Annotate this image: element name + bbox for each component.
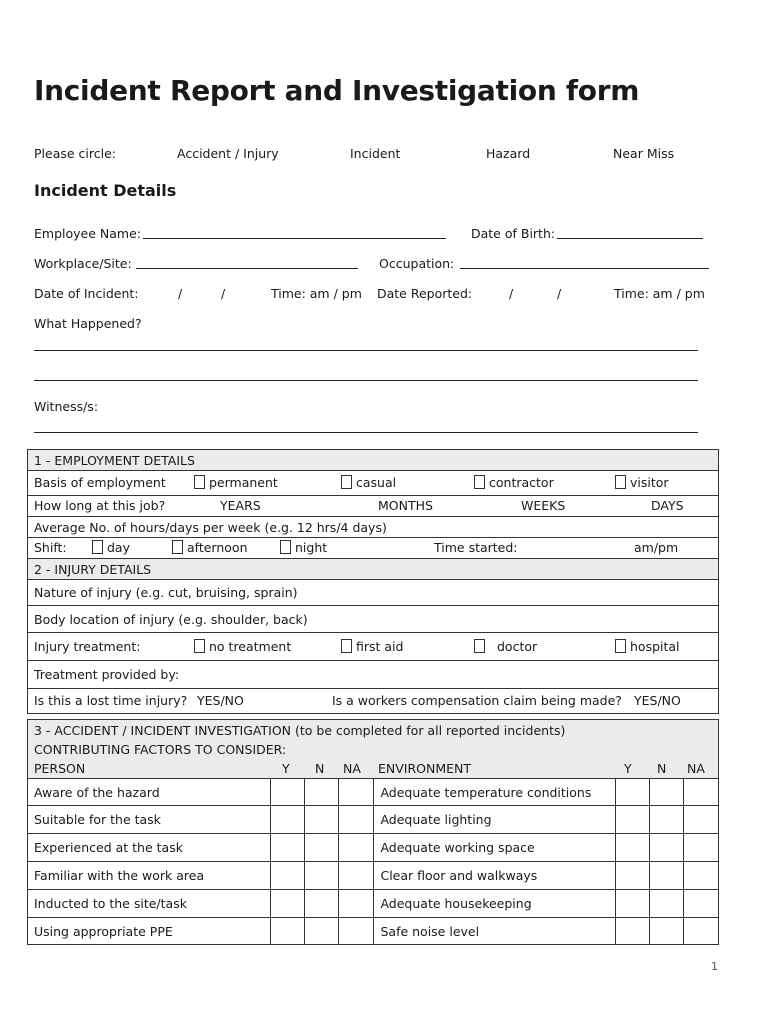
ampm-label: am/pm: [634, 540, 679, 555]
person-factor: Inducted to the site/task: [28, 890, 271, 918]
employee-name-label: Employee Name:: [34, 226, 141, 241]
factor-row: [28, 862, 719, 890]
n-cell[interactable]: [649, 779, 683, 806]
what-happened-line-2[interactable]: [34, 380, 698, 381]
y-cell[interactable]: [615, 862, 649, 890]
treatment-doctor[interactable]: doctor: [474, 639, 537, 654]
checkbox[interactable]: [341, 639, 352, 653]
basis-permanent[interactable]: permanent: [194, 475, 278, 490]
y-cell[interactable]: [271, 862, 305, 890]
checkbox[interactable]: [280, 540, 291, 554]
na-cell[interactable]: [339, 779, 374, 806]
page-title: Incident Report and Investigation form: [34, 74, 640, 107]
person-factor: Using appropriate PPE: [28, 918, 271, 945]
basis-casual[interactable]: casual: [341, 475, 396, 490]
basis-label: Basis of employment: [34, 475, 166, 490]
basis-visitor[interactable]: visitor: [615, 475, 669, 490]
date-incident-label: Date of Incident:: [34, 286, 139, 301]
treatment-hospital[interactable]: hospital: [615, 639, 680, 654]
env-factor: Adequate temperature conditions: [374, 779, 615, 806]
basis-contractor[interactable]: contractor: [474, 475, 554, 490]
incident-time-label: Time: am / pm: [271, 286, 362, 301]
checkbox[interactable]: [194, 639, 205, 653]
treatment-none[interactable]: no treatment: [194, 639, 291, 654]
date-separator: /: [557, 286, 562, 301]
na-cell[interactable]: [683, 862, 718, 890]
env-factor: Adequate lighting: [374, 806, 615, 834]
date-separator: /: [221, 286, 226, 301]
na-cell[interactable]: [339, 918, 374, 945]
y-cell[interactable]: [271, 890, 305, 918]
dob-field[interactable]: [557, 238, 703, 239]
na-cell[interactable]: [683, 918, 718, 945]
y-header: Y: [282, 761, 290, 776]
na-cell[interactable]: [683, 806, 718, 834]
n-cell[interactable]: [649, 890, 683, 918]
y-cell[interactable]: [615, 890, 649, 918]
lost-time-yesno[interactable]: YES/NO: [197, 693, 244, 708]
treatment-first-aid[interactable]: first aid: [341, 639, 403, 654]
env-factor: Clear floor and walkways: [374, 862, 615, 890]
witness-label: Witness/s:: [34, 399, 99, 414]
n-cell[interactable]: [649, 806, 683, 834]
lost-time-label: Is this a lost time injury?: [34, 693, 188, 708]
avg-hours-label: Average No. of hours/days per week (e.g. 12 hrs/4 days): [28, 517, 719, 538]
n-cell[interactable]: [649, 862, 683, 890]
na-cell[interactable]: [339, 806, 374, 834]
employee-name-field[interactable]: [143, 238, 446, 239]
y-cell[interactable]: [615, 834, 649, 862]
n-cell[interactable]: [305, 890, 339, 918]
days-label: DAYS: [651, 498, 684, 513]
checkbox[interactable]: [615, 639, 626, 653]
years-label: YEARS: [220, 498, 261, 513]
env-factor: Adequate working space: [374, 834, 615, 862]
employment-injury-table: [27, 449, 719, 714]
provided-by-label: Treatment provided by:: [34, 667, 180, 682]
circle-option-accident[interactable]: Accident / Injury: [177, 146, 279, 161]
page-number: 1: [711, 960, 718, 973]
n-cell[interactable]: [305, 834, 339, 862]
workplace-field[interactable]: [136, 268, 358, 269]
y-header: Y: [624, 761, 632, 776]
person-factor: Experienced at the task: [28, 834, 271, 862]
y-cell[interactable]: [615, 806, 649, 834]
checkbox[interactable]: [172, 540, 183, 554]
occupation-label: Occupation:: [379, 256, 455, 271]
n-cell[interactable]: [305, 862, 339, 890]
person-factor: Familiar with the work area: [28, 862, 271, 890]
na-cell[interactable]: [339, 890, 374, 918]
na-cell[interactable]: [339, 834, 374, 862]
shift-afternoon[interactable]: afternoon: [172, 540, 248, 555]
checkbox[interactable]: [474, 475, 485, 489]
months-label: MONTHS: [378, 498, 433, 513]
y-cell[interactable]: [615, 918, 649, 945]
n-header: N: [657, 761, 667, 776]
how-long-label: How long at this job?: [34, 498, 166, 513]
employment-heading: 1 - EMPLOYMENT DETAILS: [28, 450, 719, 471]
circle-option-incident[interactable]: Incident: [350, 146, 401, 161]
person-factor: Aware of the hazard: [28, 779, 271, 806]
n-cell[interactable]: [649, 918, 683, 945]
factor-row: [28, 834, 719, 862]
injury-heading: 2 - INJURY DETAILS: [28, 559, 719, 580]
workers-comp-yesno[interactable]: YES/NO: [634, 693, 681, 708]
dob-label: Date of Birth:: [471, 226, 556, 241]
what-happened-line-1[interactable]: [34, 350, 698, 351]
na-cell[interactable]: [683, 890, 718, 918]
circle-label: Please circle:: [34, 146, 116, 161]
location-label: Body location of injury (e.g. shoulder, back): [34, 611, 308, 627]
shift-day[interactable]: day: [92, 540, 130, 555]
investigation-heading: 3 - ACCIDENT / INCIDENT INVESTIGATION (to be completed for all reported incidents): [34, 723, 566, 738]
y-cell[interactable]: [615, 779, 649, 806]
what-happened-label: What Happened?: [34, 316, 142, 331]
n-cell[interactable]: [305, 918, 339, 945]
na-header: NA: [687, 761, 705, 776]
incident-details-heading: Incident Details: [34, 181, 177, 200]
circle-option-hazard[interactable]: Hazard: [486, 146, 531, 161]
person-factor: Suitable for the task: [28, 806, 271, 834]
nature-of-injury-field[interactable]: [28, 580, 719, 606]
date-reported-label: Date Reported:: [377, 286, 473, 301]
factor-row: [28, 918, 719, 945]
date-separator: /: [178, 286, 183, 301]
contributing-label: CONTRIBUTING FACTORS TO CONSIDER:: [34, 742, 287, 757]
environment-header: ENVIRONMENT: [378, 761, 472, 776]
checkbox[interactable]: [615, 475, 626, 489]
factor-row: [28, 779, 719, 806]
shift-night[interactable]: night: [280, 540, 327, 555]
factor-row: [28, 890, 719, 918]
env-factor: Safe noise level: [374, 918, 615, 945]
y-cell[interactable]: [271, 834, 305, 862]
na-cell[interactable]: [339, 862, 374, 890]
workplace-label: Workplace/Site:: [34, 256, 132, 271]
n-cell[interactable]: [305, 806, 339, 834]
checkbox[interactable]: [92, 540, 103, 554]
nature-label: Nature of injury (e.g. cut, bruising, sprain): [34, 585, 298, 600]
circle-option-near-miss[interactable]: Near Miss: [613, 146, 675, 161]
n-cell[interactable]: [305, 779, 339, 806]
treatment-label: Injury treatment:: [34, 639, 141, 654]
body-location-field[interactable]: [28, 606, 719, 633]
y-cell[interactable]: [271, 779, 305, 806]
workers-comp-label: Is a workers compensation claim being made?: [332, 693, 622, 708]
witness-line[interactable]: [34, 432, 698, 433]
person-header: PERSON: [34, 761, 86, 776]
weeks-label: WEEKS: [521, 498, 566, 513]
checkbox[interactable]: [341, 475, 352, 489]
checkbox[interactable]: [474, 639, 485, 653]
na-header: NA: [343, 761, 361, 776]
investigation-table: [27, 719, 719, 945]
y-cell[interactable]: [271, 918, 305, 945]
y-cell[interactable]: [271, 806, 305, 834]
n-header: N: [315, 761, 325, 776]
checkbox[interactable]: [194, 475, 205, 489]
reported-time-label: Time: am / pm: [614, 286, 705, 301]
na-cell[interactable]: [683, 834, 718, 862]
date-separator: /: [509, 286, 514, 301]
n-cell[interactable]: [649, 834, 683, 862]
na-cell[interactable]: [683, 779, 718, 806]
factor-row: [28, 806, 719, 834]
shift-label: Shift:: [34, 540, 67, 555]
occupation-field[interactable]: [460, 268, 709, 269]
treatment-provided-field[interactable]: [28, 661, 719, 689]
env-factor: Adequate housekeeping: [374, 890, 615, 918]
time-started-label: Time started:: [434, 540, 518, 555]
